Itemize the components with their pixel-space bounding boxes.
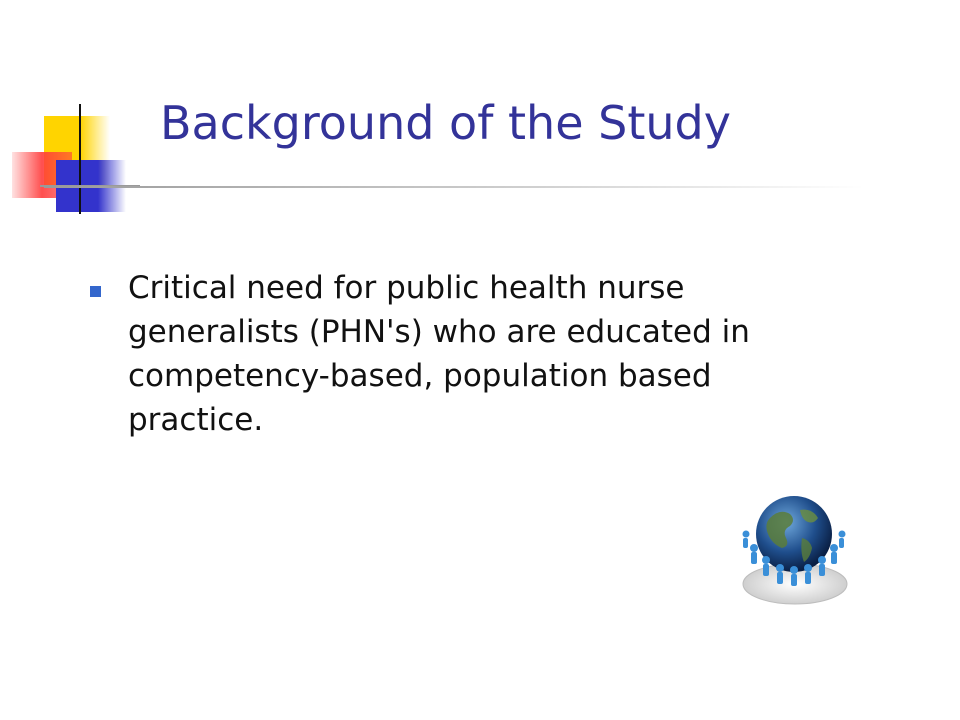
bullet-list: [90, 266, 890, 442]
bullet-text: Critical need for public health nurse generalists (PHN's) who are educated in competency-based, population based practice.: [128, 270, 750, 438]
bullet-item: [90, 266, 890, 442]
slide-title: Background of the Study: [160, 96, 731, 150]
colored-squares-icon: [0, 0, 140, 230]
globe-people-icon: [730, 488, 860, 612]
bullet-marker-icon: [90, 286, 101, 297]
title-divider: [44, 186, 864, 188]
